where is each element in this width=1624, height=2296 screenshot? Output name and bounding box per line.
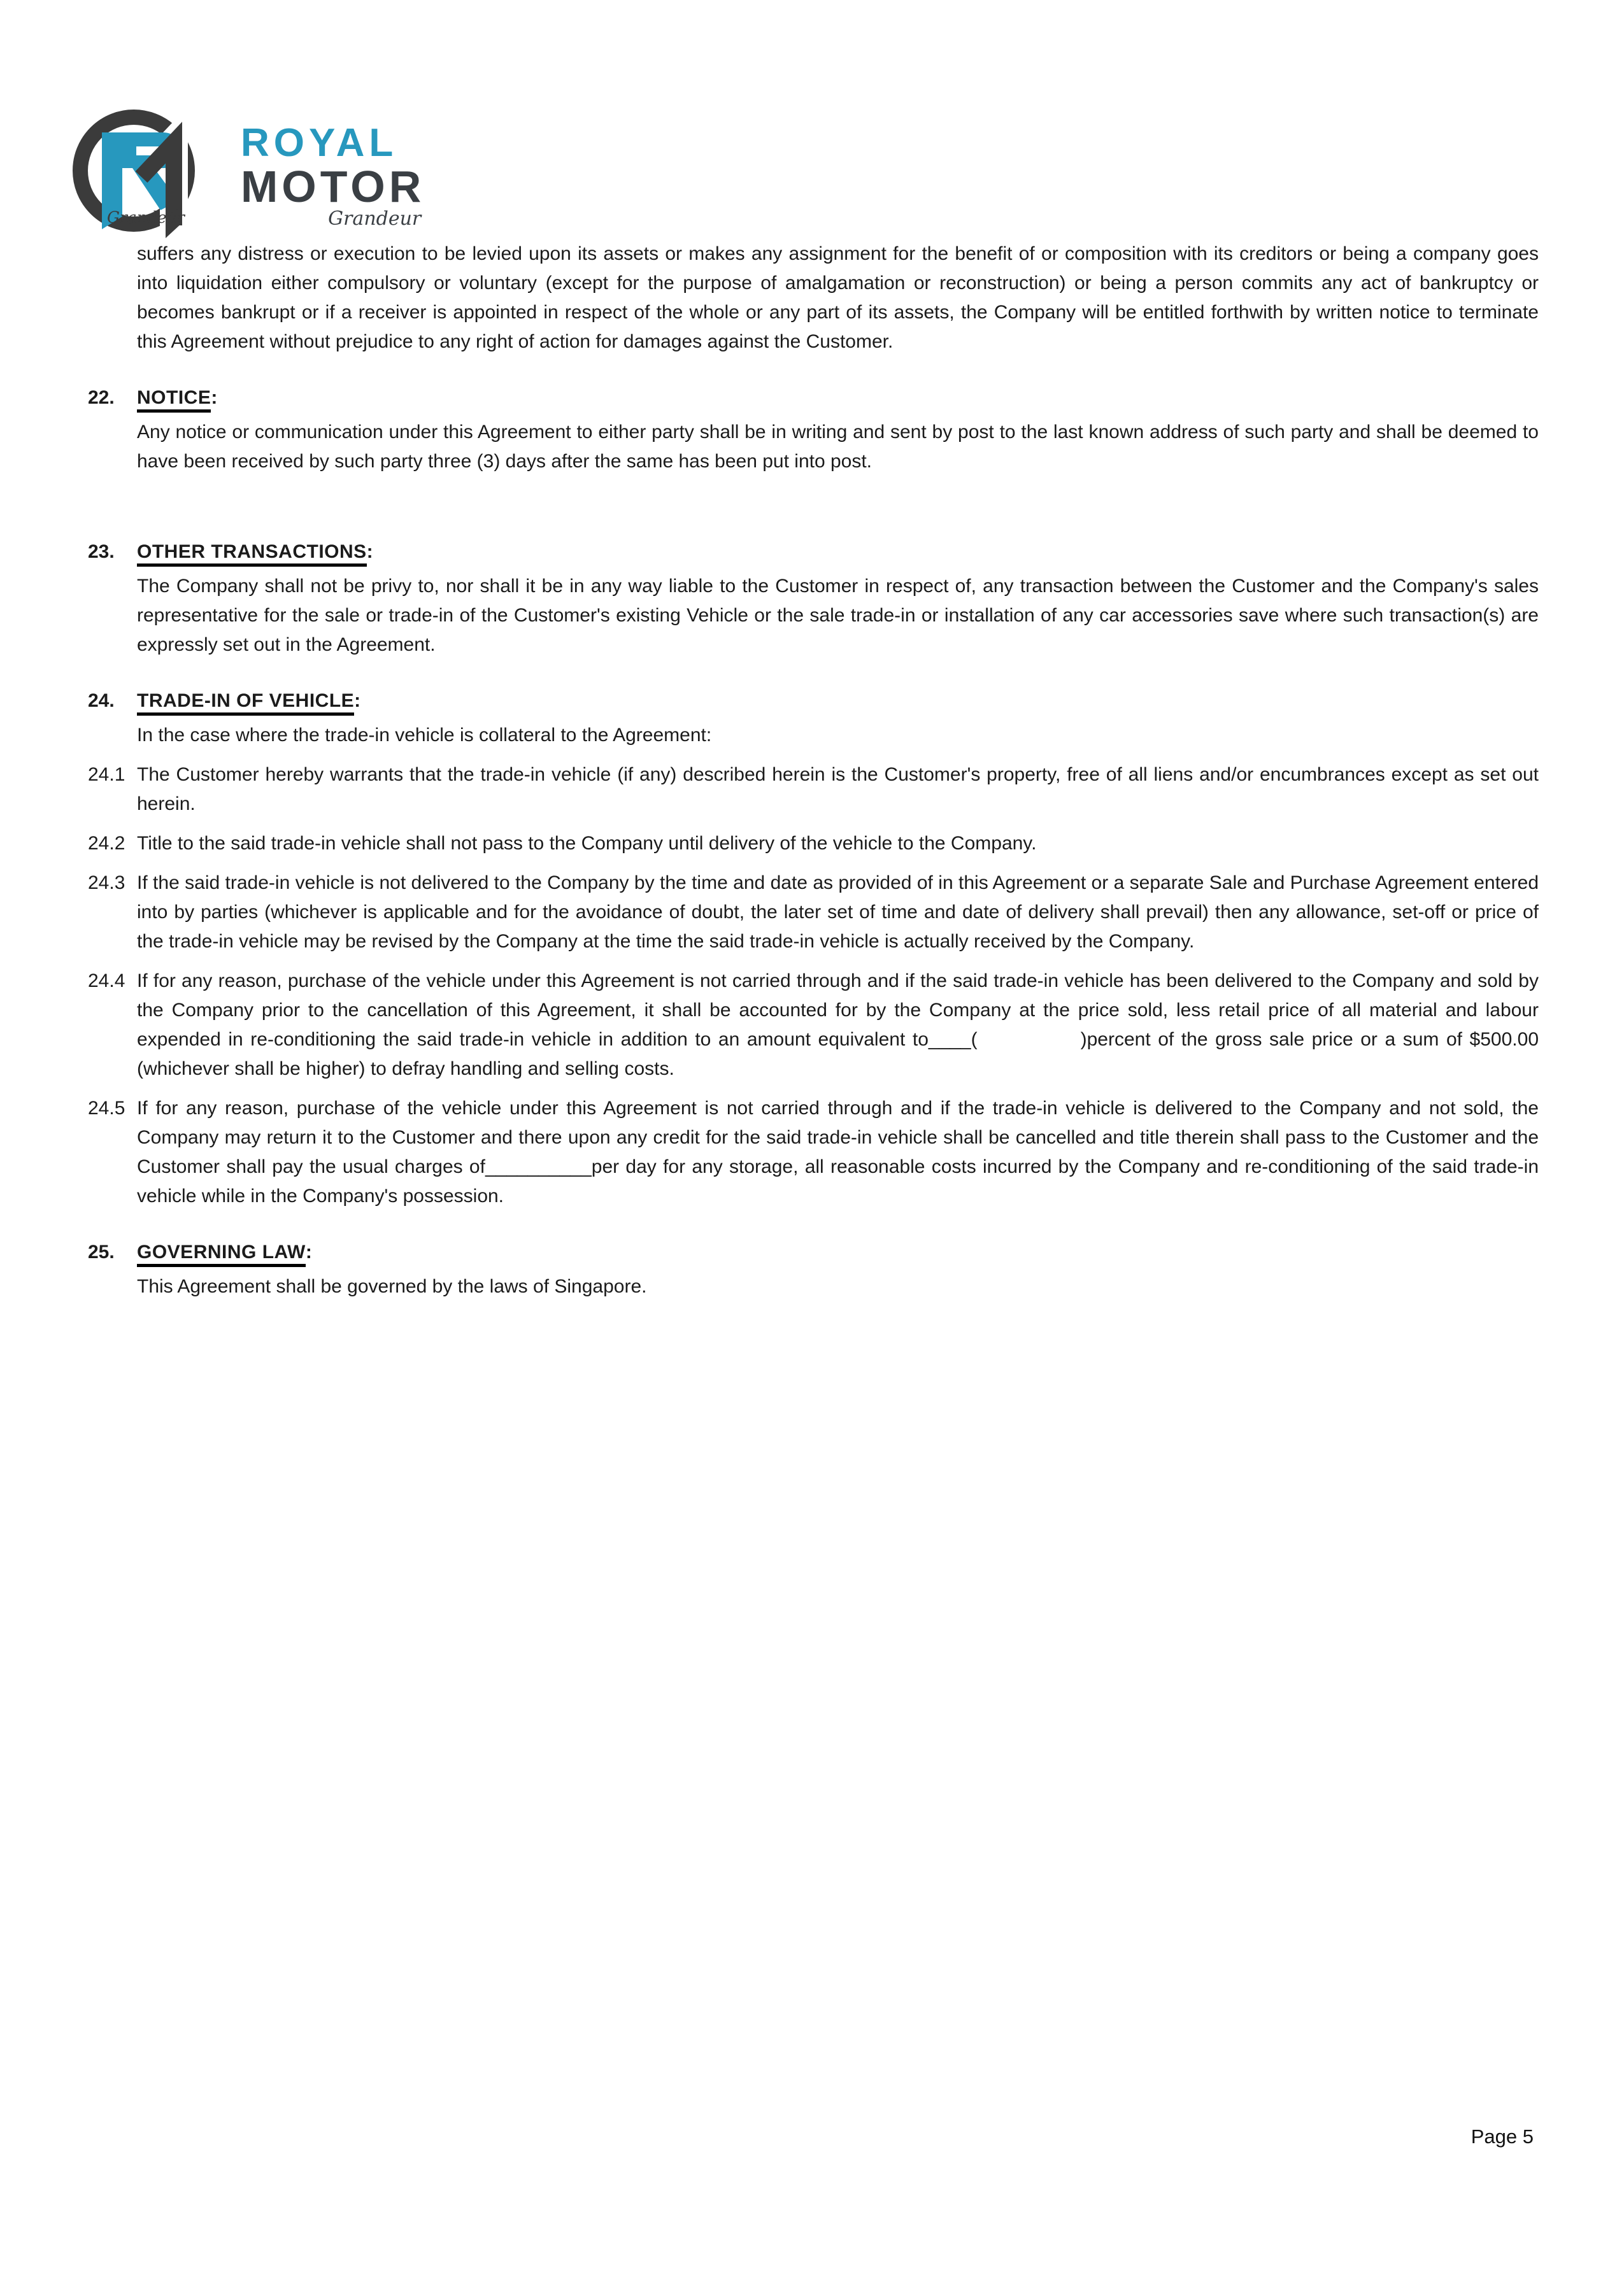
heading-colon: : bbox=[305, 1242, 313, 1263]
brand-tagline-text: Grandeur bbox=[328, 208, 422, 230]
clause-24-5 bbox=[88, 1094, 1539, 1211]
section-paragraph: The Company shall not be privy to, nor shall it be in any way liable to the Customer in respect of, any transaction between the Customer and the Company's sales representative for the sale or trade-in of the Customer's existing Vehicle or the sale trade-in or installation of any car accessories save where such transaction(s) are expressly set out in the Agreement. bbox=[137, 576, 1539, 655]
section-22 bbox=[88, 383, 1539, 476]
intro-paragraph: suffers any distress or execution to be levied upon its assets or makes any assignment for the benefit of or composition with its creditors or being a company goes into liquidation either compulsory or voluntary (except for the purpose of amalgamation or reconstruction) or being a person commits any act of bankruptcy or becomes bankrupt or if a receiver is appointed in respect of the whole or any part of its assets, the Company will be entitled forthwith by written notice to terminate this Agreement without prejudice to any right of action for damages against the Customer. bbox=[137, 243, 1539, 352]
clause-text: The Customer hereby warrants that the trade-in vehicle (if any) described herein is the Customer's property, free of all liens and/or encumbrances except as set out herein. bbox=[137, 764, 1539, 814]
heading-colon: : bbox=[366, 541, 374, 562]
logo-mark-tagline: Grandeur bbox=[107, 208, 185, 227]
section-paragraph: Any notice or communication under this Agreement to either party shall be in writing and sent by post to the last known address of such party and shall be deemed to have been received by such party three (3) days after the same has been put into post. bbox=[137, 422, 1539, 472]
clause-text: If for any reason, purchase of the vehicle under this Agreement is not carried through and if the said trade-in vehicle has been delivered to the Company and sold by the Company prior to the cancellation of this Agreement, it shall be accounted for by the Company at the price sold, less retail price of all material and labour expended in re-conditioning the said trade-in vehicle in addition to an amount equivalent to____( )percent of the gross sale price or a sum of $500.00 (whichever shall be higher) to defray handling and selling costs. bbox=[137, 970, 1539, 1079]
contract-body bbox=[88, 239, 1539, 1301]
section-number: 22. bbox=[88, 387, 115, 408]
clause-24-1 bbox=[88, 760, 1539, 819]
section-24 bbox=[88, 686, 1539, 1211]
section-paragraph: This Agreement shall be governed by the laws of Singapore. bbox=[137, 1276, 647, 1297]
clause-text: If the said trade-in vehicle is not delivered to the Company by the time and date as provided of in this Agreement or a separate Sale and Purchase Agreement entered into by parties (whichever is applicable and for the avoidance of doubt, the later set of time and date of delivery shall prevail) then any allowance, set-off or price of the trade-in vehicle may be revised by the Company at the time the said trade-in vehicle is actually received by the Company. bbox=[137, 872, 1539, 952]
clause-number: 24.2 bbox=[88, 833, 125, 854]
section-paragraph: In the case where the trade-in vehicle is collateral to the Agreement: bbox=[137, 725, 712, 746]
brand-motor-text: MOTOR bbox=[241, 162, 425, 211]
intro-number-spacer bbox=[88, 239, 137, 357]
section-25 bbox=[88, 1238, 1539, 1301]
clause-24-4 bbox=[88, 967, 1539, 1084]
royal-motor-logo bbox=[70, 101, 425, 241]
intro-paragraph-row bbox=[88, 239, 1539, 357]
royal-motor-logo-icon bbox=[70, 101, 223, 241]
clause-number: 24.1 bbox=[88, 764, 125, 785]
clause-text: If for any reason, purchase of the vehicle under this Agreement is not carried through and if the trade-in vehicle is delivered to the Company and not sold, the Company may return it to the Customer and there upon any credit for the said trade-in vehicle shall be cancelled and title therein shall pass to the Customer and the Customer shall pay the usual charges of__________per day for any storage, all reasonable costs incurred by the Company and re-conditioning of the said trade-in vehicle while in the Company's possession. bbox=[137, 1098, 1539, 1207]
section-title: NOTICE bbox=[137, 387, 211, 413]
section-heading bbox=[137, 1238, 1539, 1267]
clause-24-3 bbox=[88, 868, 1539, 956]
section-title: GOVERNING LAW bbox=[137, 1242, 306, 1267]
section-title: TRADE-IN OF VEHICLE bbox=[137, 690, 354, 716]
clause-number: 24.5 bbox=[88, 1098, 125, 1119]
clause-number: 24.3 bbox=[88, 872, 125, 893]
section-title: OTHER TRANSACTIONS bbox=[137, 541, 367, 567]
section-heading bbox=[137, 686, 1539, 716]
section-number: 25. bbox=[88, 1242, 115, 1263]
clause-text: Title to the said trade-in vehicle shall not pass to the Company until delivery of the vehicle to the Company. bbox=[137, 833, 1037, 854]
heading-colon: : bbox=[354, 690, 361, 711]
section-heading bbox=[137, 383, 1539, 413]
clause-number: 24.4 bbox=[88, 970, 125, 991]
heading-colon: : bbox=[211, 387, 218, 408]
brand-royal-text: ROYAL bbox=[241, 121, 398, 165]
clause-24-2 bbox=[88, 829, 1539, 858]
brand-wordmark bbox=[241, 121, 425, 230]
section-number: 23. bbox=[88, 541, 115, 562]
section-number: 24. bbox=[88, 690, 115, 711]
section-heading bbox=[137, 537, 1539, 567]
page-number: Page 5 bbox=[1471, 2125, 1534, 2148]
section-23 bbox=[88, 537, 1539, 660]
